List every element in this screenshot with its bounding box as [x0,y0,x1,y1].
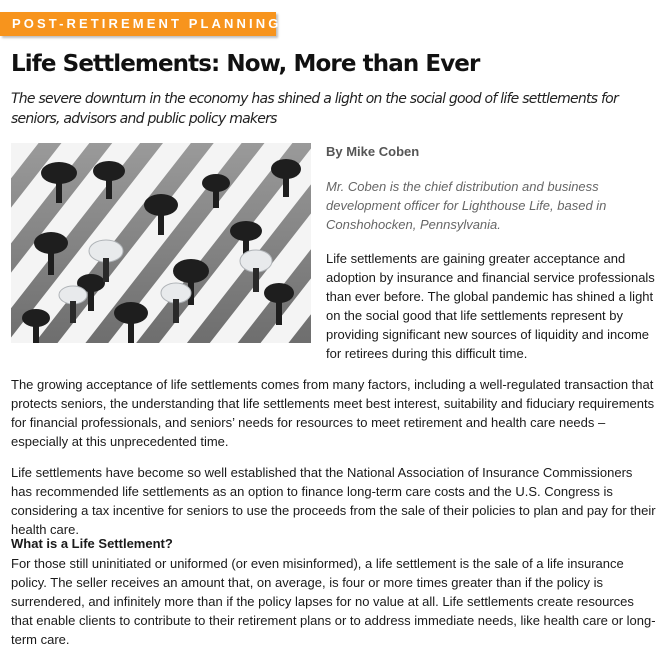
article-title: Life Settlements: Now, More than Ever [11,51,480,77]
section-heading: What is a Life Settlement? [11,536,173,551]
author-byline: By Mike Coben [326,144,420,159]
section-body-paragraph: For those still uninitiated or uniformed (or even misinformed), a life settlement is the sale of a life insurance policy. The seller receives an amount that, on average, is four or more times greater than if the policy is surrendered, and infinitely more than if the policy lapses for no value at all. Life settlements create resources that enable clients to contribute to their retirement plans or to address immediate needs, like health care or long-term care. [11,556,656,647]
crosswalk-umbrellas-image [11,143,311,343]
body-paragraph: The growing acceptance of life settlements comes from many factors, including a well-regulated transaction that protects seniors, the understanding that life settlements meet best interest, suitability and fiduciary requirements for financial professionals, and seniors’ needs for resources to meet retirement and health care needs – especially at this unprecedented time. [11,377,655,449]
section-banner [0,12,282,36]
article-subtitle: The severe downturn in the economy has shined a light on the social good of life settlements for seniors, advisors and public policy makers [11,91,618,127]
author-bio: Mr. Coben is the chief distribution and business development officer for Lighthouse Life, based in Conshohocken, Pennsylvania. [326,179,607,232]
body-paragraph: Life settlements have become so well established that the National Association of Insurance Commissioners has recommended life settlements as an option to finance long-term care costs and the U.S. Congress is considering a tax incentive for seniors to use the proceeds from the sale of their policies to plan and pay for their health care. [11,465,656,537]
article-photo [11,143,311,343]
intro-paragraph: Life settlements are gaining greater acceptance and adoption by insurance and financial service professionals than ever before. The global pandemic has shined a light on the social good that life settlements represent by providing significant new sources of liquidity and income for retirees during this difficult time. [326,251,655,361]
section-label: POST-RETIREMENT PLANNING [12,16,282,31]
